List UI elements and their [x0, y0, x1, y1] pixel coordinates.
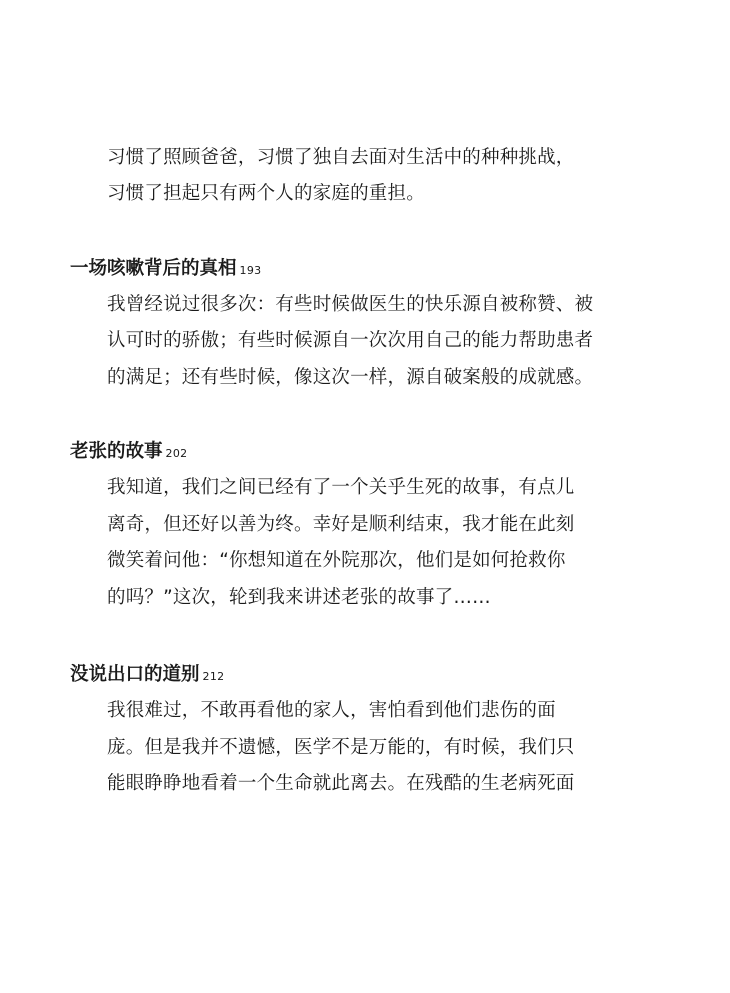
section-page-number: 193 — [239, 264, 262, 277]
section-title: 一场咳嗽背后的真相 — [70, 258, 237, 279]
section-text-line: 能眼睁睁地看着一个生命就此离去。在残酷的生老病死面 — [107, 773, 575, 794]
section-title: 老张的故事 — [70, 441, 163, 462]
section-page-number: 212 — [202, 670, 225, 683]
intro-line: 习惯了担起只有两个人的家庭的重担。 — [107, 183, 425, 204]
section-text-line: 我曾经说过很多次：有些时候做医生的快乐源自被称赞、被 — [107, 294, 594, 315]
section-text-line: 我知道，我们之间已经有了一个关乎生死的故事，有点儿 — [107, 477, 575, 498]
section-text-line: 庞。但是我并不遗憾，医学不是万能的，有时候，我们只 — [107, 737, 575, 758]
section-page-number: 202 — [165, 447, 188, 460]
section-text-line: 认可时的骄傲；有些时候源自一次次用自己的能力帮助患者 — [107, 330, 594, 351]
section-text-line: 的吗？”这次，轮到我来讲述老张的故事了…… — [107, 587, 491, 608]
section-heading — [70, 257, 261, 283]
section-text-line: 我很难过，不敢再看他的家人，害怕看到他们悲伤的面 — [107, 700, 556, 721]
section-heading — [70, 663, 224, 689]
section-text-line: 的满足；还有些时候，像这次一样，源自破案般的成就感。 — [107, 367, 594, 388]
section-text-line: 离奇，但还好以善为终。幸好是顺利结束，我才能在此刻 — [107, 514, 575, 535]
section-title: 没说出口的道别 — [70, 664, 200, 685]
section-text-line: 微笑着问他：“你想知道在外院那次，他们是如何抢救你 — [107, 550, 566, 571]
section-heading — [70, 440, 187, 466]
intro-line: 习惯了照顾爸爸，习惯了独自去面对生活中的种种挑战， — [107, 147, 575, 168]
